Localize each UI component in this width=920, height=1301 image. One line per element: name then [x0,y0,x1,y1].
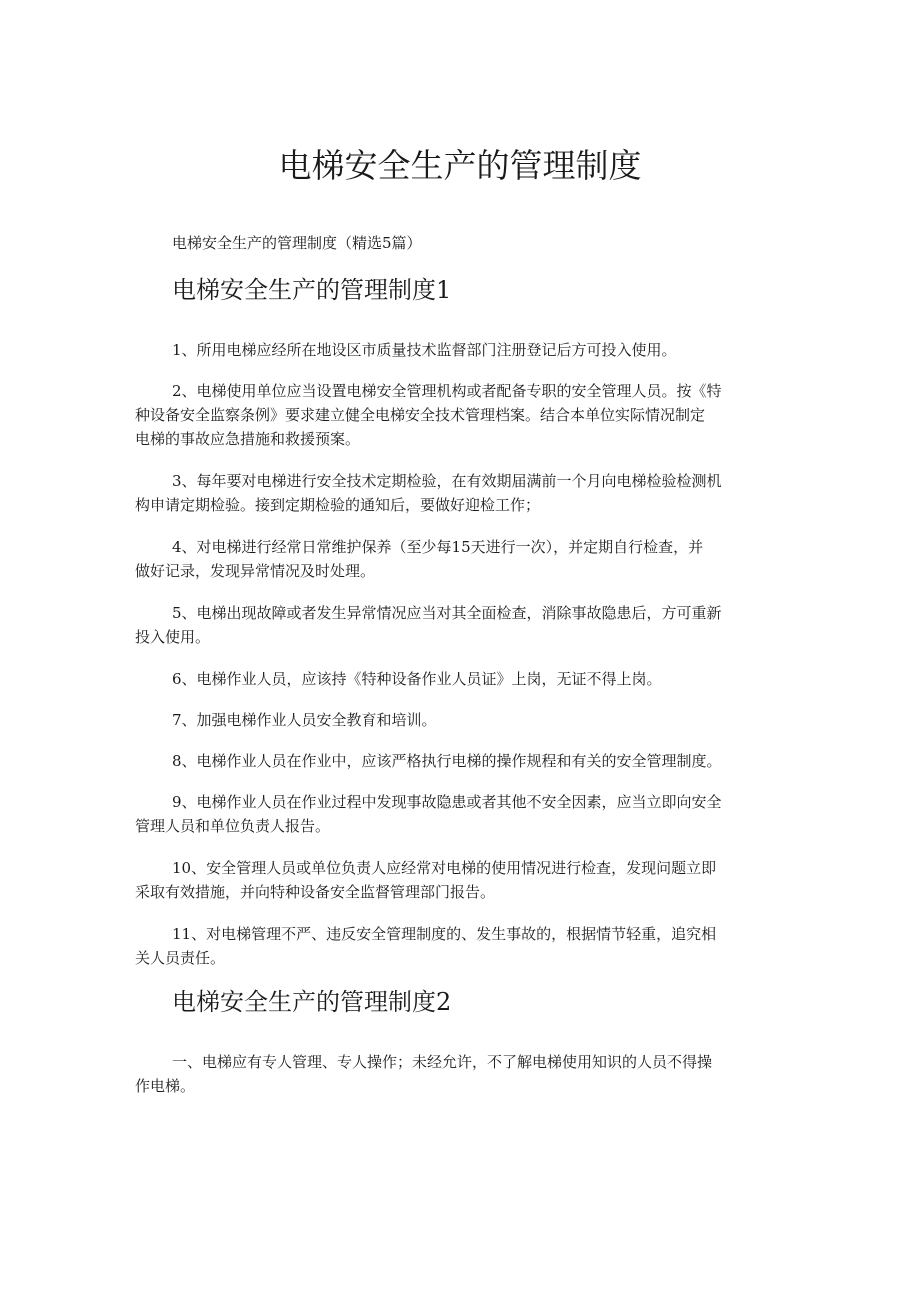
paragraph-1-11 [135,922,795,970]
paragraph-2-1 [135,1050,795,1098]
paragraph-line: 3、每年要对电梯进行安全技术定期检验，在有效期届满前一个月向电梯检验检测机 [172,472,722,490]
paragraph-line: 电梯的事故应急措施和救援预案。 [135,430,361,448]
paragraph-1-3 [135,469,795,517]
paragraph-line: 构申请定期检验。接到定期检验的通知后，要做好迎检工作； [135,496,541,514]
paragraph-line: 8、电梯作业人员在作业中，应该严格执行电梯的操作规程和有关的安全管理制度。 [172,752,722,770]
paragraph-1-4 [135,535,795,583]
paragraph-1-6 [135,667,795,691]
paragraph-1-2 [135,379,795,451]
paragraph-line: 5、电梯出现故障或者发生异常情况应当对其全面检查，消除事故隐患后，方可重新 [172,604,722,622]
section-heading-1: 电梯安全生产的管理制度1 [172,276,452,304]
paragraph-1-5 [135,601,795,649]
section-heading-2: 电梯安全生产的管理制度2 [172,988,452,1016]
document-title: 电梯安全生产的管理制度 [278,146,642,185]
document-subtitle: 电梯安全生产的管理制度（精选5篇） [172,234,422,252]
paragraph-line: 4、对电梯进行经常日常维护保养（至少每15天进行一次），并定期自行检查，并 [172,538,704,556]
paragraph-line: 10、安全管理人员或单位负责人应经常对电梯的使用情况进行检查，发现问题立即 [172,859,717,877]
paragraph-line: 7、加强电梯作业人员安全教育和培训。 [172,711,437,729]
paragraph-1-9 [135,790,795,838]
paragraph-line: 做好记录，发现异常情况及时处理。 [135,562,376,580]
paragraph-line: 关人员责任。 [135,949,226,967]
paragraph-line: 2、电梯使用单位应当设置电梯安全管理机构或者配备专职的安全管理人员。按《特 [172,382,722,400]
paragraph-line: 6、电梯作业人员，应该持《特种设备作业人员证》上岗，无证不得上岗。 [172,670,662,688]
paragraph-line: 投入使用。 [135,628,211,646]
paragraph-1-10 [135,856,795,904]
paragraph-line: 一、电梯应有专人管理、专人操作；未经允许，不了解电梯使用知识的人员不得操 [172,1053,713,1071]
paragraph-line: 11、对电梯管理不严、违反安全管理制度的、发生事故的，根据情节轻重，追究相 [172,925,717,943]
paragraph-line: 作电梯。 [135,1077,196,1095]
paragraph-line: 管理人员和单位负责人报告。 [135,817,331,835]
paragraph-1-1 [135,338,795,362]
paragraph-1-7 [135,708,795,732]
paragraph-1-8 [135,749,795,773]
paragraph-line: 1、所用电梯应经所在地设区市质量技术监督部门注册登记后方可投入使用。 [172,341,677,359]
paragraph-line: 种设备安全监察条例》要求建立健全电梯安全技术管理档案。结合本单位实际情况制定 [135,406,706,424]
paragraph-line: 采取有效措施，并向特种设备安全监督管理部门报告。 [135,883,496,901]
paragraph-line: 9、电梯作业人员在作业过程中发现事故隐患或者其他不安全因素，应当立即向安全 [172,793,722,811]
